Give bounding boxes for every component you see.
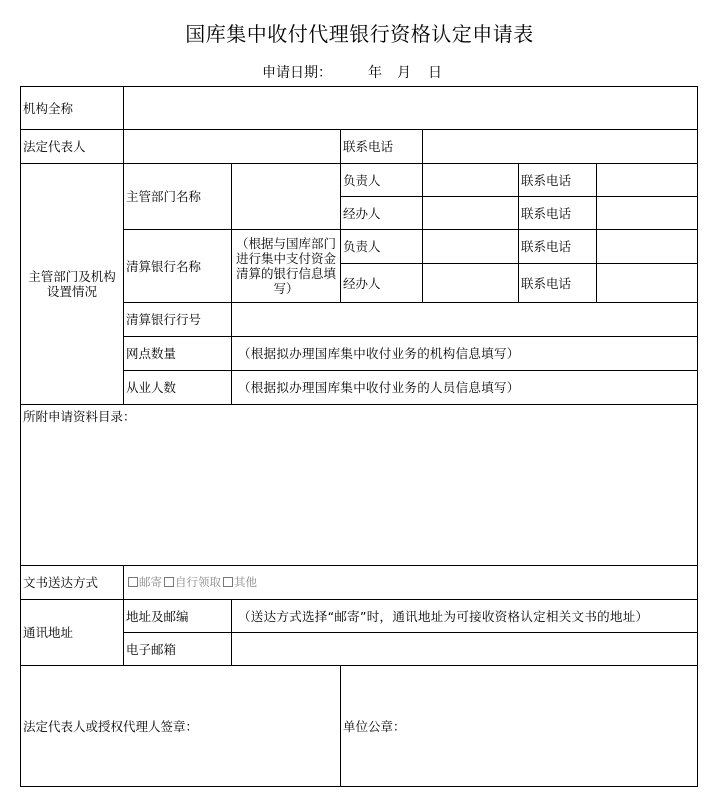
outlet-count-field[interactable]: （根据拟办理国库集中收付业务的机构信息填写） — [232, 337, 698, 371]
address-label: 通讯地址 — [21, 600, 124, 666]
bank-charge-phone-field[interactable] — [597, 230, 698, 264]
org-full-name-field[interactable] — [124, 87, 698, 130]
legal-rep-label: 法定代表人 — [21, 130, 124, 164]
bank-person-in-charge-field[interactable] — [423, 230, 519, 264]
bank-handler-field[interactable] — [423, 264, 519, 303]
staff-count-field[interactable]: （根据拟办理国库集中收付业务的人员信息填写） — [232, 371, 698, 405]
clearing-bank-no-label: 清算银行行号 — [124, 303, 232, 337]
outlet-count-label: 网点数量 — [124, 337, 232, 371]
address-zip-field[interactable]: （送达方式选择“邮寄”时，通讯地址为可接收资格认定相关文书的地址） — [232, 600, 698, 633]
application-form-table — [20, 86, 698, 787]
bank-handler-phone-label: 联系电话 — [519, 264, 597, 303]
dept-charge-phone-field[interactable] — [597, 164, 698, 197]
org-full-name-label: 机构全称 — [21, 87, 124, 130]
dept-name-field[interactable] — [232, 164, 341, 230]
legal-rep-phone-label: 联系电话 — [341, 130, 423, 164]
delivery-method-label: 文书送达方式 — [21, 566, 124, 600]
delivery-method-options — [124, 566, 698, 600]
self-pickup-option-label: 自行领取 — [175, 575, 221, 589]
section-dept-org-label: 主管部门及机构设置情况 — [21, 164, 124, 405]
dept-person-in-charge-field[interactable] — [423, 164, 519, 197]
bank-person-in-charge-label: 负责人 — [341, 230, 423, 264]
self-pickup-checkbox[interactable] — [164, 577, 174, 587]
signature-field[interactable] — [21, 666, 341, 787]
date-day: 日 — [428, 65, 442, 81]
unit-seal-label: 单位公章： — [343, 718, 406, 734]
signature-label: 法定代表人或授权代理人签章： — [23, 718, 199, 734]
bank-handler-label: 经办人 — [341, 264, 423, 303]
staff-count-label: 从业人数 — [124, 371, 232, 405]
date-label: 申请日期： — [262, 65, 332, 81]
other-option-label: 其他 — [234, 575, 257, 589]
email-field[interactable] — [232, 633, 698, 666]
form-title: 国库集中收付代理银行资格认定申请表 — [185, 22, 534, 46]
dept-handler-phone-label: 联系电话 — [519, 197, 597, 230]
bank-handler-phone-field[interactable] — [597, 264, 698, 303]
dept-person-in-charge-label: 负责人 — [341, 164, 423, 197]
attachments-label: 所附申请资料目录： — [23, 409, 136, 424]
dept-name-label: 主管部门名称 — [124, 164, 232, 230]
attachments-field[interactable] — [21, 405, 698, 566]
unit-seal-field[interactable] — [341, 666, 698, 787]
dept-handler-phone-field[interactable] — [597, 197, 698, 230]
dept-handler-label: 经办人 — [341, 197, 423, 230]
date-month: 月 — [397, 65, 411, 81]
legal-rep-field[interactable] — [124, 130, 341, 164]
address-zip-label: 地址及邮编 — [124, 600, 232, 633]
clearing-bank-no-field[interactable] — [232, 303, 698, 337]
dept-handler-field[interactable] — [423, 197, 519, 230]
legal-rep-phone-field[interactable] — [423, 130, 698, 164]
mail-checkbox[interactable] — [128, 577, 138, 587]
mail-option-label: 邮寄 — [139, 575, 162, 589]
other-checkbox[interactable] — [223, 577, 233, 587]
bank-charge-phone-label: 联系电话 — [519, 230, 597, 264]
clearing-bank-name-label: 清算银行名称 — [124, 230, 232, 303]
email-label: 电子邮箱 — [124, 633, 232, 666]
clearing-bank-name-note[interactable]: （根据与国库部门进行集中支付资金清算的银行信息填写） — [232, 230, 341, 303]
date-year: 年 — [368, 65, 382, 81]
dept-charge-phone-label: 联系电话 — [519, 164, 597, 197]
